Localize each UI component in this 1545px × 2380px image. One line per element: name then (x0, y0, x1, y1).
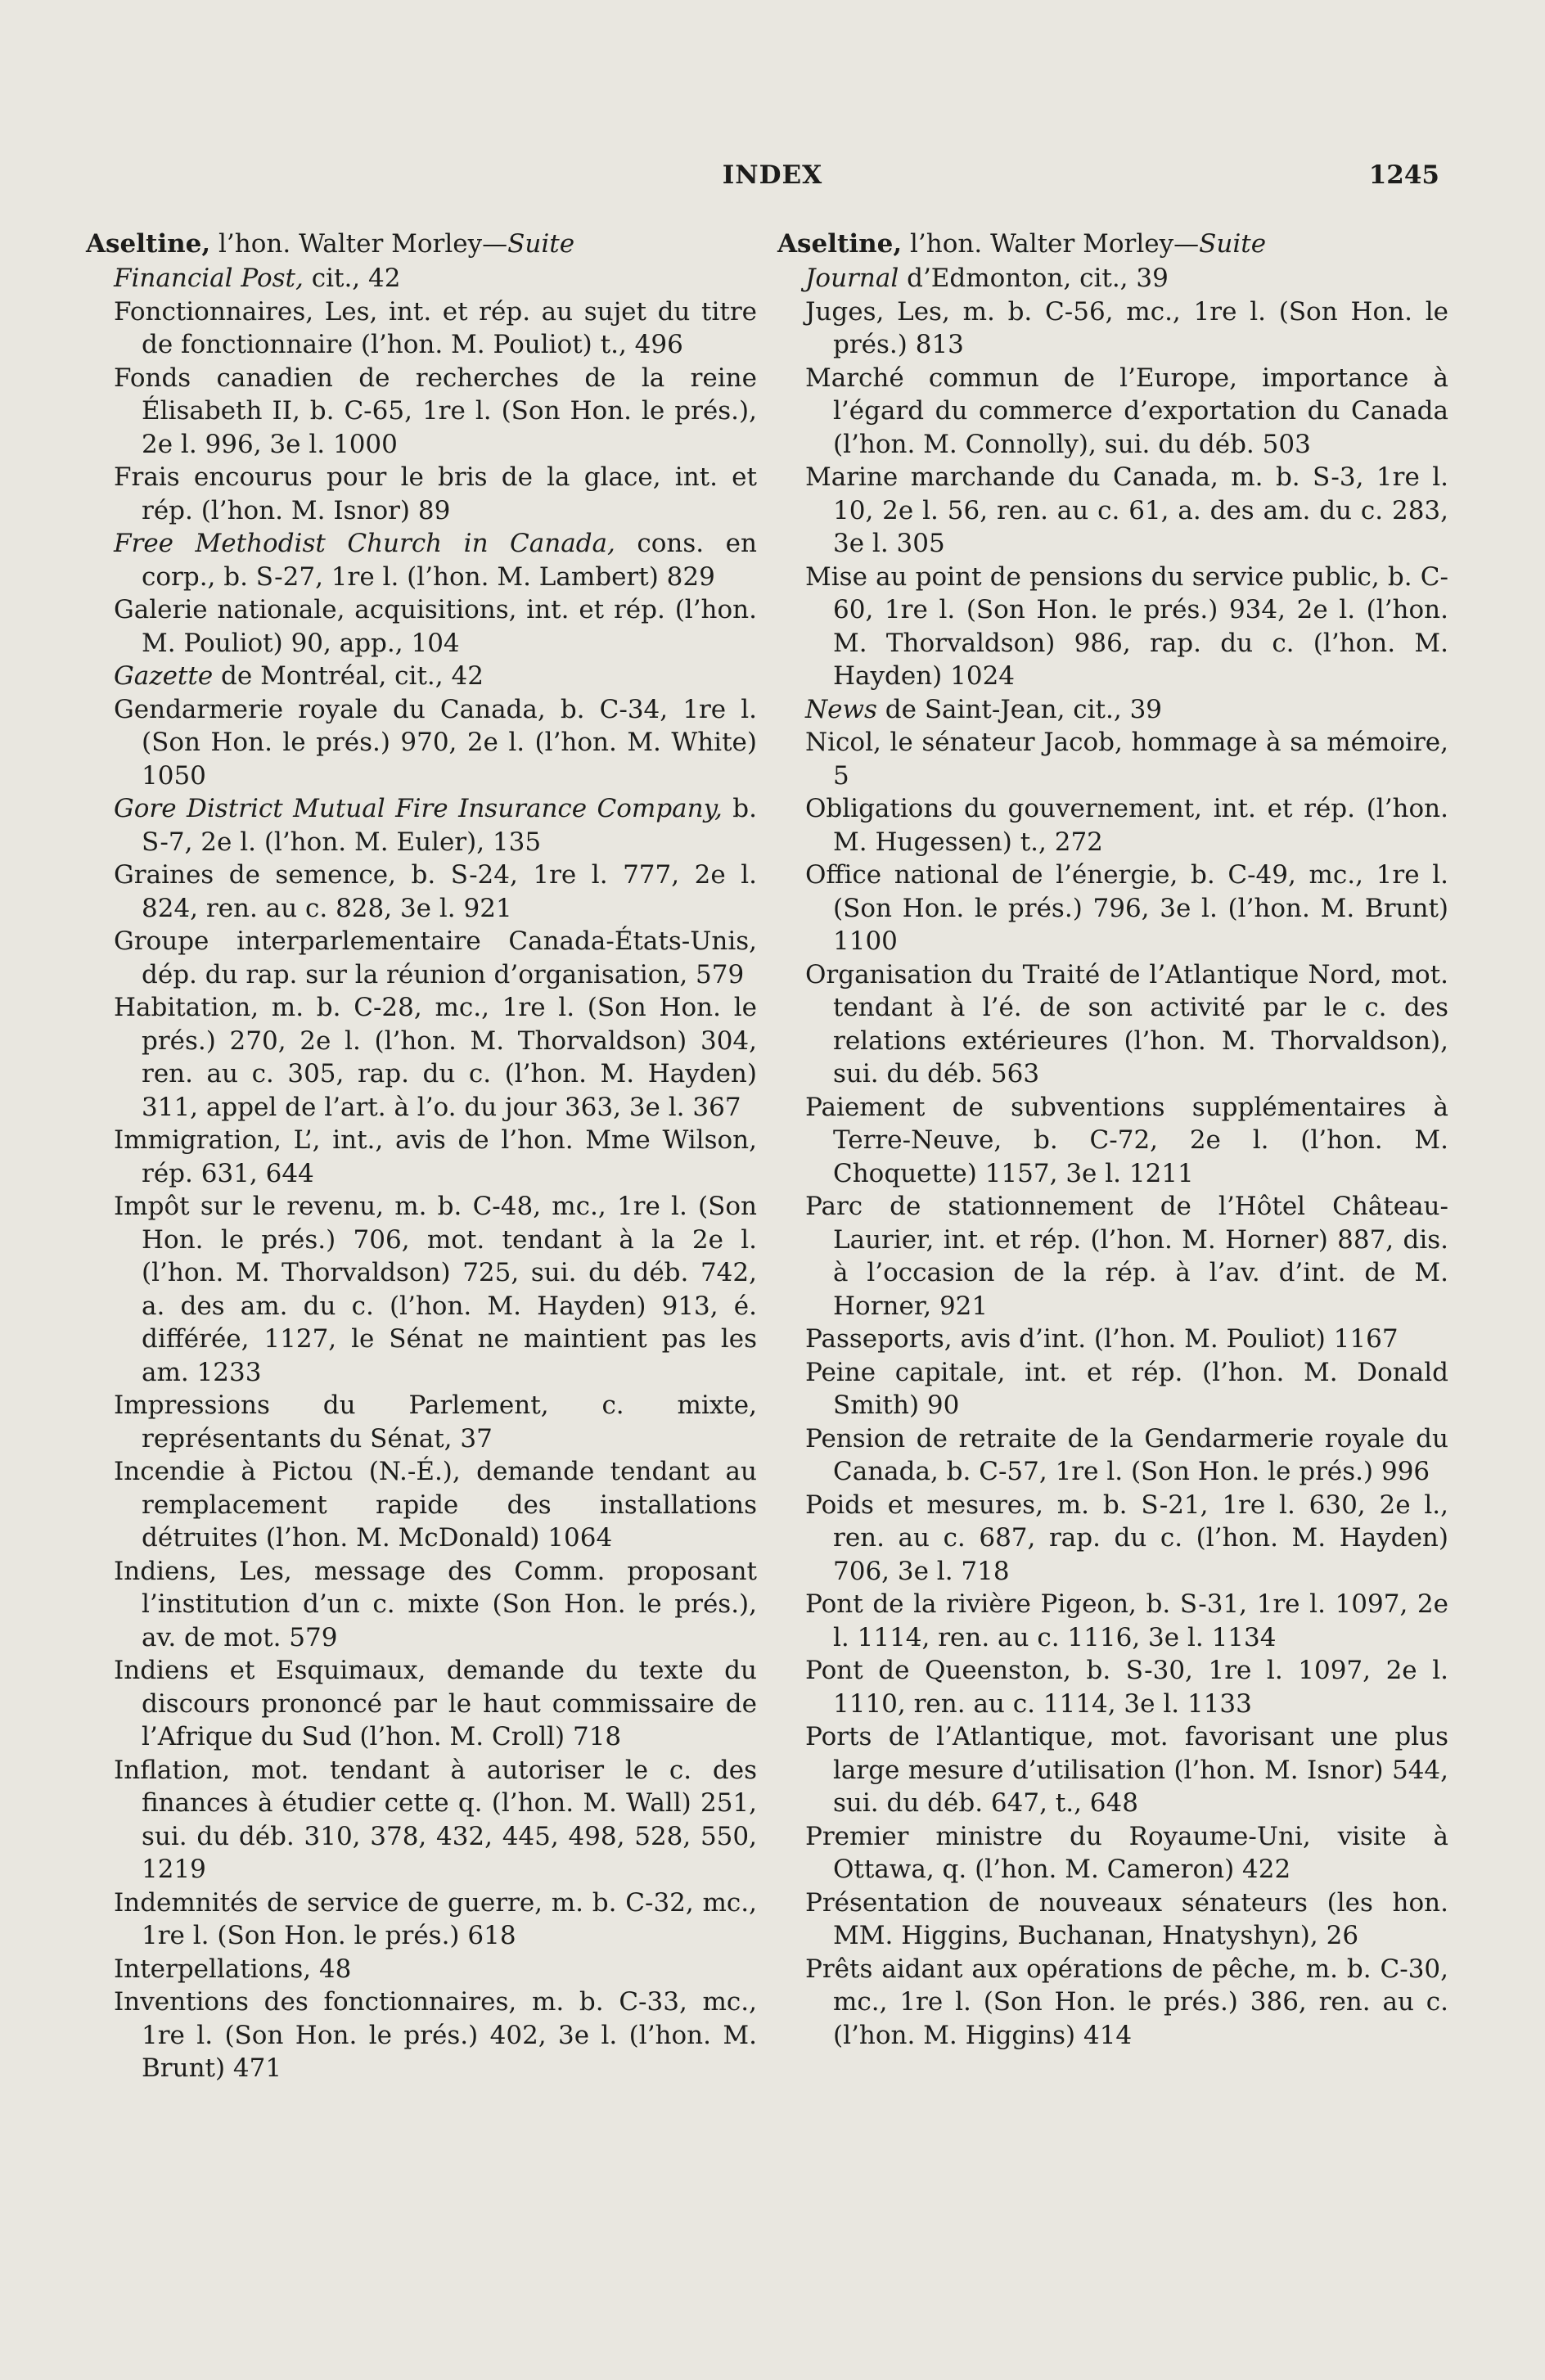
entry-text: Mise au point de pensions du service public, b. C-60, 1re l. (Son Hon. le prés.) 934, 2e l. (l’hon. M. Thorvaldson) 986, rap. du c. (l’hon. M. Hayden) 1024 (805, 561, 1448, 691)
index-entry (805, 1190, 1448, 1323)
index-entry (805, 295, 1448, 362)
entry-italic: News (805, 694, 877, 724)
index-entry (805, 561, 1448, 693)
left-entries (86, 262, 757, 2085)
entry-text: Poids et mesures, m. b. S-21, 1re l. 630, 2e l., ren. au c. 687, rap. du c. (l’hon. M. Hayden) 706, 3e l. 718 (805, 1490, 1448, 1586)
index-entry (114, 1555, 757, 1655)
index-entry (805, 1654, 1448, 1720)
index-entry (805, 1588, 1448, 1654)
entry-text: Immigration, L’, int., avis de l’hon. Mme Wilson, rép. 631, 644 (114, 1125, 757, 1188)
index-entry (805, 1820, 1448, 1886)
index-entry (114, 859, 757, 925)
index-entry (805, 1489, 1448, 1589)
index-entry (114, 295, 757, 362)
entry-text: Paiement de subventions supplémentaires à Terre-Neuve, b. C-72, 2e l. (l’hon. M. Choquette) 1157, 3e l. 1211 (805, 1092, 1448, 1188)
page-number: 1245 (1368, 160, 1439, 190)
index-entry (114, 925, 757, 991)
entry-text: Organisation du Traité de l’Atlantique Nord, mot. tendant à l’é. de son activité par le c. des relations extérieures (l’hon. M. Thorvaldson), sui. du déb. 563 (805, 959, 1448, 1089)
entry-text: Obligations du gouvernement, int. et rép. (l’hon. M. Hugessen) t., 272 (805, 794, 1448, 857)
entry-italic: Gore District Mutual Fire Insurance Company, (114, 794, 723, 823)
heading-rest: l’hon. Walter Morley— (902, 229, 1200, 259)
entry-text: d’Edmonton, cit., 39 (899, 264, 1169, 293)
entry-text: Inventions des fonctionnaires, m. b. C-33, mc., 1re l. (Son Hon. le prés.) 402, 3e l. (l’hon. M. Brunt) 471 (114, 1987, 757, 2083)
entry-text: Indemnités de service de guerre, m. b. C-32, mc., 1re l. (Son Hon. le prés.) 618 (114, 1887, 757, 1950)
entry-text: Premier ministre du Royaume-Uni, visite à Ottawa, q. (l’hon. M. Cameron) 422 (805, 1821, 1448, 1884)
heading-name: Aseltine, (777, 229, 903, 259)
entry-text: Incendie à Pictou (N.-É.), demande tendant au remplacement rapide des installations détruites (l’hon. M. McDonald) 1064 (114, 1457, 757, 1553)
entry-text: Inflation, mot. tendant à autoriser le c. des finances à étudier cette q. (l’hon. M. Wall) 251, sui. du déb. 310, 378, 432, 445, 498, 528, 550, 1219 (114, 1755, 757, 1884)
entry-text: Interpellations, 48 (114, 1954, 352, 1984)
heading-name: Aseltine, (86, 229, 211, 259)
entry-text: Pension de retraite de la Gendarmerie royale du Canada, b. C-57, 1re l. (Son Hon. le prés.) 996 (805, 1423, 1448, 1486)
entry-text: b. S-7, 2e l. (l’hon. M. Euler), 135 (142, 794, 757, 857)
entry-text: cit., 42 (303, 264, 401, 293)
index-entry (114, 593, 757, 660)
right-column (777, 228, 1448, 2052)
heading-rest: l’hon. Walter Morley— (210, 229, 508, 259)
entry-text: Ports de l’Atlantique, mot. favorisant une plus large mesure d’utilisation (l’hon. M. Isnor) 544, sui. du déb. 647, t., 648 (805, 1722, 1448, 1818)
entry-text: Présentation de nouveaux sénateurs (les hon. MM. Higgins, Buchanan, Hnatyshyn), 26 (805, 1887, 1448, 1950)
right-entries (777, 262, 1448, 2052)
entry-text: Impressions du Parlement, c. mixte, représentants du Sénat, 37 (114, 1391, 757, 1454)
entry-italic: Financial Post, (114, 264, 304, 293)
index-entry (114, 1886, 757, 1953)
entry-text: Frais encourus pour le bris de la glace, int. et rép. (l’hon. M. Isnor) 89 (114, 462, 757, 525)
index-entry (114, 991, 757, 1124)
index-entry (805, 1953, 1448, 2053)
index-entry (805, 362, 1448, 462)
index-entry (114, 1654, 757, 1754)
index-entry (114, 461, 757, 527)
entry-text: Nicol, le sénateur Jacob, hommage à sa mémoire, 5 (805, 728, 1448, 791)
entry-text: Peine capitale, int. et rép. (l’hon. M. Donald Smith) 90 (805, 1357, 1448, 1420)
entry-text: Passeports, avis d’int. (l’hon. M. Pouliot) 1167 (805, 1324, 1399, 1354)
index-entry (114, 1953, 757, 1986)
entry-text: Marine marchande du Canada, m. b. S-3, 1re l. 10, 2e l. 56, ren. au c. 61, a. des am. du c. 283, 3e l. 305 (805, 462, 1448, 558)
entry-text: Habitation, m. b. C-28, mc., 1re l. (Son Hon. le prés.) 270, 2e l. (l’hon. M. Thorvaldson) 304, ren. au c. 305, rap. du c. (l’hon. M. Hayden) 311, appel de l’art. à l’o. du jour 363, 3e l. 367 (114, 993, 757, 1122)
index-entry (805, 1323, 1448, 1356)
index-entry (114, 1190, 757, 1389)
heading-suite: Suite (1199, 229, 1267, 259)
entry-text: Juges, Les, m. b. C-56, mc., 1re l. (Son Hon. le prés.) 813 (805, 296, 1448, 359)
entry-text: Groupe interparlementaire Canada-États-Unis, dép. du rap. sur la réunion d’organisation, 579 (114, 926, 757, 989)
entry-text: Indiens, Les, message des Comm. proposant l’institution d’un c. mixte (Son Hon. le prés.), av. de mot. 579 (114, 1556, 757, 1652)
entry-text: Indiens et Esquimaux, demande du texte du discours prononcé par le haut commissaire de l’Afrique du Sud (l’hon. M. Croll) 718 (114, 1656, 757, 1751)
entry-text: de Saint-Jean, cit., 39 (876, 694, 1163, 724)
index-entry (114, 1455, 757, 1555)
index-entry (805, 859, 1448, 958)
index-entry (805, 1886, 1448, 1953)
index-entry (805, 1091, 1448, 1191)
index-entry (114, 1124, 757, 1190)
index-entry (805, 262, 1448, 295)
index-entry (114, 660, 757, 693)
index-entry (805, 958, 1448, 1091)
index-entry (805, 726, 1448, 792)
index-entry (114, 693, 757, 793)
entry-italic: Gazette (114, 661, 214, 691)
entry-text: Impôt sur le revenu, m. b. C-48, mc., 1re l. (Son Hon. le prés.) 706, mot. tendant à la 2e l. (l’hon. M. Thorvaldson) 725, sui. du déb. 742, a. des am. du c. (l’hon. M. Hayden) 913, é. différée, 1127, le Sénat ne maintient pas les am. 1233 (114, 1192, 757, 1387)
index-entry (114, 527, 757, 593)
entry-text: Marché commun de l’Europe, importance à l’égard du commerce d’exportation du Canada (l’hon. M. Connolly), sui. du déb. 503 (805, 363, 1448, 459)
entry-text: Graines de semence, b. S-24, 1re l. 777, 2e l. 824, ren. au c. 828, 3e l. 921 (114, 860, 757, 923)
entry-text: cons. en corp., b. S-27, 1re l. (l’hon. M. Lambert) 829 (142, 529, 757, 592)
column-heading (777, 228, 1448, 260)
page-header (0, 160, 1545, 193)
heading-suite: Suite (507, 229, 575, 259)
index-entry (114, 792, 757, 859)
entry-text: Office national de l’énergie, b. C-49, mc., 1re l. (Son Hon. le prés.) 796, 3e l. (l’hon. M. Brunt) 1100 (805, 860, 1448, 956)
index-entry (114, 362, 757, 462)
index-entry (114, 1754, 757, 1886)
entry-text: Pont de Queenston, b. S-30, 1re l. 1097, 2e l. 1110, ren. au c. 1114, 3e l. 1133 (805, 1656, 1448, 1719)
index-entry (805, 461, 1448, 561)
column-heading (86, 228, 757, 260)
page-title: INDEX (722, 160, 823, 190)
entry-italic: Journal (805, 264, 899, 293)
entry-text: Fonctionnaires, Les, int. et rép. au sujet du titre de fonctionnaire (l’hon. M. Pouliot) t., 496 (114, 296, 757, 359)
index-entry (805, 1720, 1448, 1820)
index-entry (114, 1986, 757, 2085)
entry-text: Pont de la rivière Pigeon, b. S-31, 1re l. 1097, 2e l. 1114, ren. au c. 1116, 3e l. 1134 (805, 1589, 1448, 1652)
entry-text: de Montréal, cit., 42 (213, 661, 484, 691)
index-entry (114, 1389, 757, 1455)
index-entry (805, 792, 1448, 859)
entry-text: Prêts aidant aux opérations de pêche, m. b. C-30, mc., 1re l. (Son Hon. le prés.) 386, ren. au c. (l’hon. M. Higgins) 414 (805, 1954, 1448, 2050)
entry-text: Gendarmerie royale du Canada, b. C-34, 1re l. (Son Hon. le prés.) 970, 2e l. (l’hon. M. White) 1050 (114, 694, 757, 791)
entry-text: Fonds canadien de recherches de la reine Élisabeth II, b. C-65, 1re l. (Son Hon. le prés.), 2e l. 996, 3e l. 1000 (114, 363, 757, 459)
entry-text: Parc de stationnement de l’Hôtel Château-Laurier, int. et rép. (l’hon. M. Horner) 887, dis. à l’occasion de la rép. à l’av. d’int. de M. Horner, 921 (805, 1192, 1448, 1321)
index-entry (805, 693, 1448, 727)
index-entry (114, 262, 757, 295)
entry-text: Galerie nationale, acquisitions, int. et rép. (l’hon. M. Pouliot) 90, app., 104 (114, 595, 757, 658)
left-column (86, 228, 757, 2085)
index-entry (805, 1356, 1448, 1422)
entry-italic: Free Methodist Church in Canada, (114, 529, 615, 558)
index-entry (805, 1422, 1448, 1489)
